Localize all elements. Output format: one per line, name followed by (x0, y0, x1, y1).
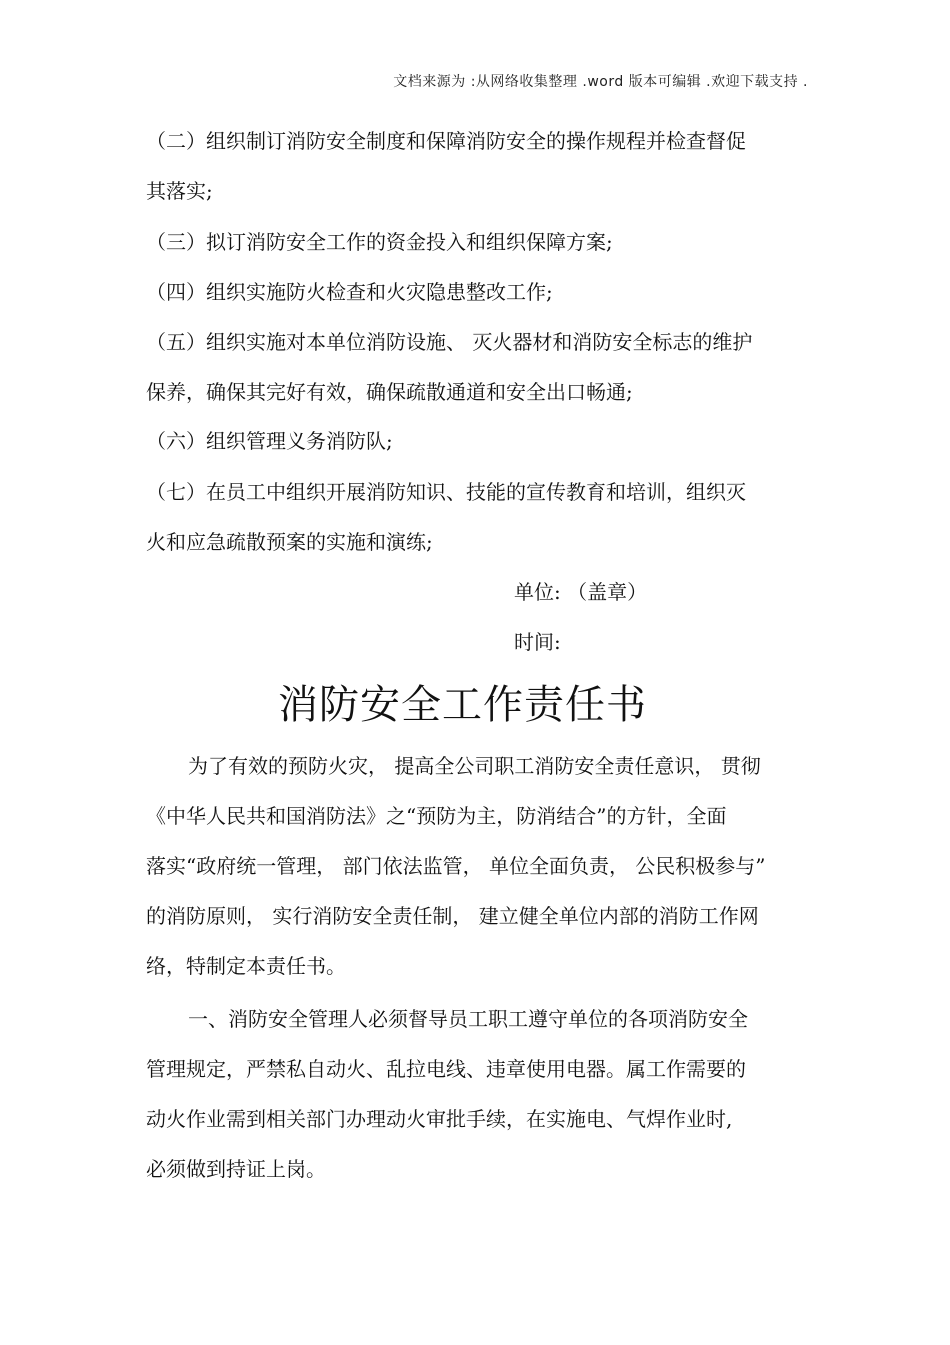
item-2-line-1: （二）组织制订消防安全制度和保障消防安全的操作规程并检查督促 (146, 129, 746, 153)
document-title: 消防安全工作责任书 (278, 682, 647, 728)
item-2-line-2: 其落实; (146, 179, 213, 203)
section-1-line-4: 必须做到持证上岗。 (146, 1157, 326, 1181)
item-6: （六）组织管理义务消防队; (146, 429, 393, 453)
source-note: 文档来源为 :从网络收集整理 .word 版本可编辑 .欢迎下载支持 . (393, 74, 808, 90)
section-1-line-1: 一、消防安全管理人必须督导员工职工遵守单位的各项消防安全 (188, 1007, 748, 1031)
item-4: （四）组织实施防火检查和火灾隐患整改工作; (146, 280, 553, 304)
intro-line-4: 的消防原则， 实行消防安全责任制， 建立健全单位内部的消防工作网 (146, 904, 759, 928)
intro-line-1: 为了有效的预防火灾， 提高全公司职工消防安全责任意识， 贯彻 (188, 754, 761, 778)
signature-unit: 单位: （盖章） (514, 580, 648, 604)
item-7-line-1: （七）在员工中组织开展消防知识、技能的宣传教育和培训，组织灭 (146, 480, 746, 504)
signature-time: 时间: (514, 630, 561, 654)
intro-line-5: 络，特制定本责任书。 (146, 954, 346, 978)
item-5-line-2: 保养，确保其完好有效，确保疏散通道和安全出口畅通; (146, 380, 633, 404)
item-3: （三）拟订消防安全工作的资金投入和组织保障方案; (146, 230, 613, 254)
intro-line-2: 《中华人民共和国消防法》之“预防为主，防消结合”的方针，全面 (146, 804, 727, 828)
section-1-line-2: 管理规定，严禁私自动火、乱拉电线、违章使用电器。属工作需要的 (146, 1057, 746, 1081)
section-1-line-3: 动火作业需到相关部门办理动火审批手续，在实施电、气焊作业时, (146, 1107, 733, 1131)
intro-line-3: 落实“政府统一管理， 部门依法监管， 单位全面负责， 公民积极参与” (146, 854, 766, 878)
item-5-line-1: （五）组织实施对本单位消防设施、 灭火器材和消防安全标志的维护 (146, 330, 753, 354)
item-7-line-2: 火和应急疏散预案的实施和演练; (146, 530, 433, 554)
